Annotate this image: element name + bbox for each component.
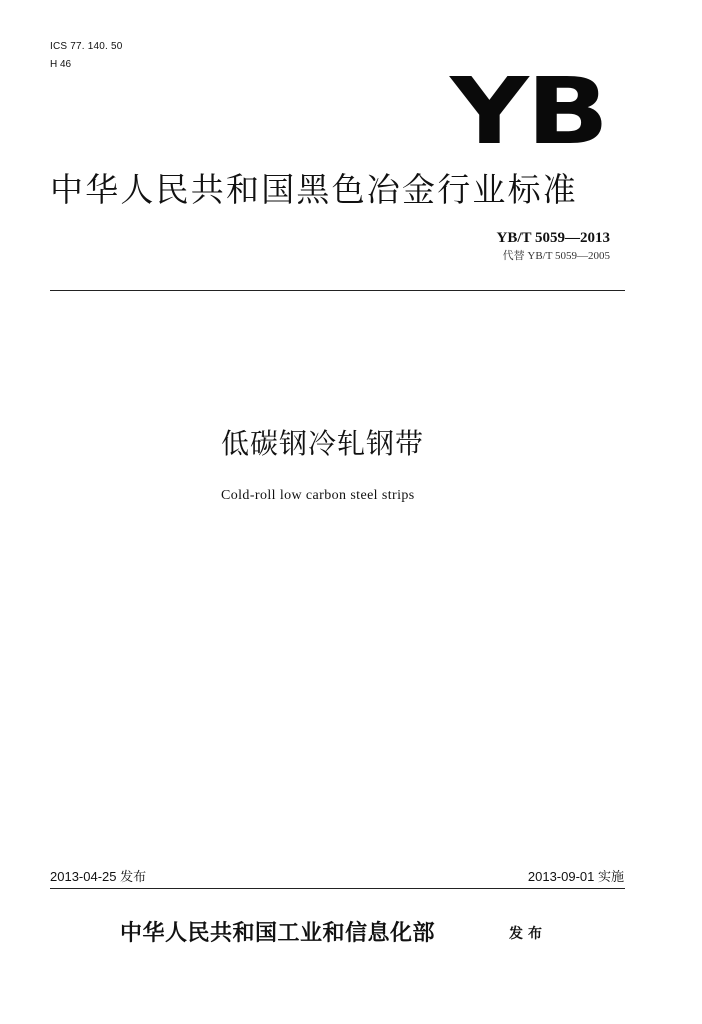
classification-code: H 46 <box>50 59 72 70</box>
standard-number: YB/T 5059—2013 <box>496 230 610 246</box>
document-title-english: Cold-roll low carbon steel strips <box>221 488 415 503</box>
bottom-divider <box>50 888 625 889</box>
replaces-standard: 代替 YB/T 5059—2005 <box>502 250 610 262</box>
issue-label: 发布 <box>509 926 547 942</box>
yb-logo: YB <box>450 58 607 165</box>
standard-category-title: 中华人民共和国黑色冶金行业标准 <box>50 170 578 209</box>
publish-date: 2013-04-25 发布 <box>50 869 147 884</box>
top-divider <box>50 290 625 291</box>
document-title-chinese: 低碳钢冷轧钢带 <box>221 427 425 460</box>
implementation-date: 2013-09-01 实施 <box>527 869 624 884</box>
issuing-authority: 中华人民共和国工业和信息化部 <box>120 920 436 946</box>
ics-code: ICS 77. 140. 50 <box>50 41 123 52</box>
